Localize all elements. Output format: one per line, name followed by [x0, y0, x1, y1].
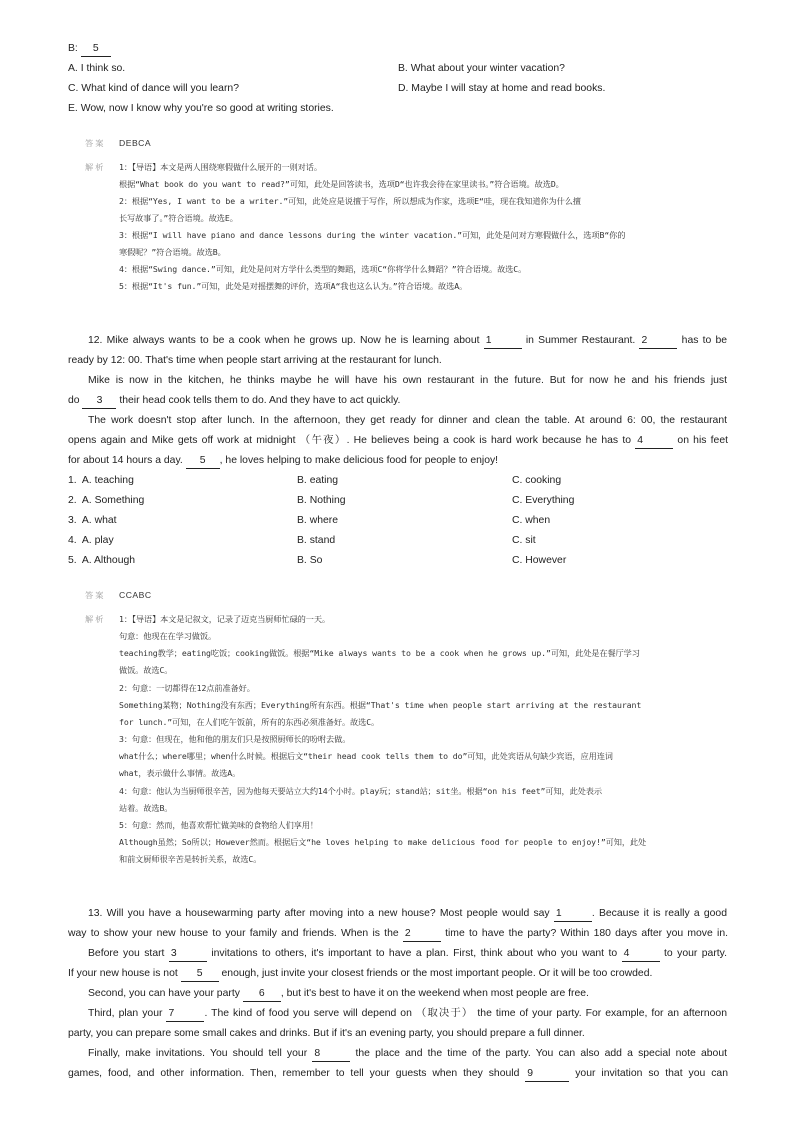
option-d: D. Maybe I will stay at home and read books. — [398, 83, 606, 94]
blank-3: 3 — [82, 394, 116, 409]
option-4b: B. stand — [297, 535, 336, 546]
option-2b: B. Nothing — [297, 495, 346, 506]
option-row-4: 4. A. play — [68, 535, 114, 546]
answer-key: DEBCA — [119, 138, 152, 148]
q12-line-5: The work doesn't stop after lunch. In the afternoon, they get ready for dinner and clean the table. At around 6: 00, the restaurant — [88, 415, 727, 426]
blank-5: 5 — [186, 454, 220, 469]
option-row-2: 2. A. Something — [68, 495, 145, 506]
q12-line-7: for about 14 hours a day. 5 , he loves helping to make delicious food for people to enjoy! — [68, 454, 728, 469]
explain-line: 3：根据“I will have piano and dance lessons during the winter vacation.”可知，此处是问对方寒假做什么，选项B“你的 — [119, 230, 626, 240]
explain-label: 解析 — [85, 614, 106, 624]
q13-line-9: games, food, and other information. Then, remember to tell your guests when they should 9 your invitation so that you can — [68, 1067, 728, 1082]
option-1c: C. cooking — [512, 475, 562, 486]
explain-line: Something某物；Nothing没有东西；Everything所有东西。根据“That's time when people start arriving at the restaurant — [119, 700, 642, 710]
explain-line: 1：【导语】本文是记叙文，记录了迈克当厨师忙碌的一天。 — [119, 614, 331, 624]
explain-line: 句意：他现在在学习做饭。 — [119, 631, 217, 641]
q13-line-3: Before you start 3 invitations to others, it's important to have a plan. First, think about who you want to 4 to your party. — [88, 947, 727, 962]
answer-label: 答案 — [85, 590, 106, 600]
explain-line: 2：句意：一切都得在12点前准备好。 — [119, 683, 255, 693]
q12-line-6: opens again and Mike gets off work at midnight （午夜）. He believes being a cook is hard work because he has to 4 on his feet — [68, 434, 728, 449]
blank-9: 9 — [525, 1067, 569, 1082]
option-5b: B. So — [297, 555, 323, 566]
explain-line: 1：【导语】本文是两人围绕寒假做什么展开的一则对话。 — [119, 162, 322, 172]
explain-line: for lunch.”可知，在人们吃午饭前，所有的东西必须准备好。故选C。 — [119, 717, 380, 727]
q13-line-4: If your new house is not 5 enough, just invite your closest friends or the most important people. Or it will be too crowded. — [68, 967, 728, 982]
explain-line: 根据“What book do you want to read?”可知，此处是回答读书，选项D“也许我会待在家里读书。”符合语境。故选D。 — [119, 179, 564, 189]
blank-4: 4 — [622, 947, 660, 962]
explain-line: 站着。故选B。 — [119, 803, 173, 813]
option-e: E. Wow, now I know why you're so good at writing stories. — [68, 103, 334, 114]
blank-7: 7 — [166, 1007, 204, 1022]
answer-label: 答案 — [85, 138, 106, 148]
explain-line: Although虽然；So所以；However然而。根据后文“he loves helping to make delicious food for people to enjoy!”可知，此处 — [119, 837, 647, 847]
q12-line-4: do 3 their head cook tells them to do. And they have to act quickly. — [68, 394, 728, 409]
blank-2: 2 — [403, 927, 441, 942]
q13-line-5: Second, you can have your party 6 , but it's best to have it on the weekend when most people are free. — [88, 987, 748, 1002]
explain-line: 2：根据“Yes, I want to be a writer.”可知，此处应是说擅于写作，所以想成为作家，选项E“哇，现在我知道你为什么擅 — [119, 196, 581, 206]
explain-line: 寒假呢？”符合语境。故选B。 — [119, 247, 226, 257]
explain-line: teaching教学；eating吃饭；cooking做饭。根据“Mike always wants to be a cook when he grows up.”可知，此处是在餐厅学习 — [119, 648, 640, 658]
explain-line: 和前文厨师很辛苦是转折关系，故选C。 — [119, 854, 262, 864]
explain-line: what，表示做什么事情。故选A。 — [119, 768, 241, 778]
blank-5: 5 — [181, 967, 219, 982]
explain-line: 5：句意：然而，他喜欢帮忙做美味的食物给人们享用！ — [119, 820, 318, 830]
option-row-5: 5. A. Although — [68, 555, 136, 566]
explain-line: 长写故事了。”符合语境。故选E。 — [119, 213, 238, 223]
blank-6: 6 — [243, 987, 281, 1002]
dialogue-line-b5 — [68, 42, 111, 57]
option-5c: C. However — [512, 555, 567, 566]
option-a: A. I think so. — [68, 63, 126, 74]
explain-line: 4：句意：他认为当厨师很辛苦，因为他每天要站立大约14个小时。play玩；stand站；sit坐。根据“on his feet”可知，此处表示 — [119, 786, 602, 796]
blank-5: 5 — [81, 42, 111, 57]
explain-line: 4：根据“Swing dance.”可知，此处是问对方学什么类型的舞蹈，选项C“你将学什么舞蹈？”符合语境。故选C。 — [119, 264, 527, 274]
q12-line-1: 12. Mike always wants to be a cook when he grows up. Now he is learning about 1 in Summer Restaurant. 2 has to be — [88, 334, 727, 349]
q12-line-2: ready by 12: 00. That's time when people start arriving at the restaurant for lunch. — [68, 355, 442, 366]
blank-2: 2 — [639, 334, 677, 349]
blank-4: 4 — [635, 434, 673, 449]
blank-1: 1 — [554, 907, 592, 922]
blank-3: 3 — [169, 947, 207, 962]
option-1b: B. eating — [297, 475, 339, 486]
option-row-3: 3. A. what — [68, 515, 117, 526]
explain-line: 5：根据“It's fun.”可知，此处是对摇摆舞的评价，选项A“我也这么认为。”符合语境。故选A。 — [119, 281, 468, 291]
explain-label: 解析 — [85, 162, 106, 172]
option-3b: B. where — [297, 515, 339, 526]
explain-line: 3：句意：但现在，他和他的朋友们只是按照厨师长的吩咐去做。 — [119, 734, 351, 744]
speaker-label: B: — [68, 43, 78, 54]
q13-line-8: Finally, make invitations. You should tell your 8 the place and the time of the party. You can also add a special note about — [88, 1047, 727, 1062]
option-3c: C. when — [512, 515, 551, 526]
option-b: B. What about your winter vacation? — [398, 63, 565, 74]
blank-1: 1 — [484, 334, 522, 349]
answer-key: CCABC — [119, 590, 152, 600]
option-c: C. What kind of dance will you learn? — [68, 83, 239, 94]
q13-line-2: way to show your new house to your family and friends. When is the 2 time to have the party? Within 180 days after you move in. — [68, 927, 728, 942]
option-row-1: 1. A. teaching — [68, 475, 134, 486]
explain-line: what什么；where哪里；when什么时候。根据后文“their head cook tells them to do”可知，此处宾语从句缺少宾语，应用连词 — [119, 751, 613, 761]
explain-line: 做饭。故选C。 — [119, 665, 173, 675]
option-4c: C. sit — [512, 535, 536, 546]
blank-8: 8 — [312, 1047, 350, 1062]
q13-line-6: Third, plan your 7 . The kind of food you serve will depend on （取决于） the time of your party. For example, for an afternoon — [88, 1007, 727, 1022]
q13-line-1: 13. Will you have a housewarming party after moving into a new house? Most people would say 1 . Because it is really a good — [88, 907, 727, 922]
option-2c: C. Everything — [512, 495, 575, 506]
q12-line-3: Mike is now in the kitchen, he thinks maybe he will have his own restaurant in the future. But for now he and his friends just — [88, 375, 727, 386]
q13-line-7: party, you can prepare some small cakes and drinks. But if it's an evening party, you should prepare a full dinner. — [68, 1028, 585, 1039]
